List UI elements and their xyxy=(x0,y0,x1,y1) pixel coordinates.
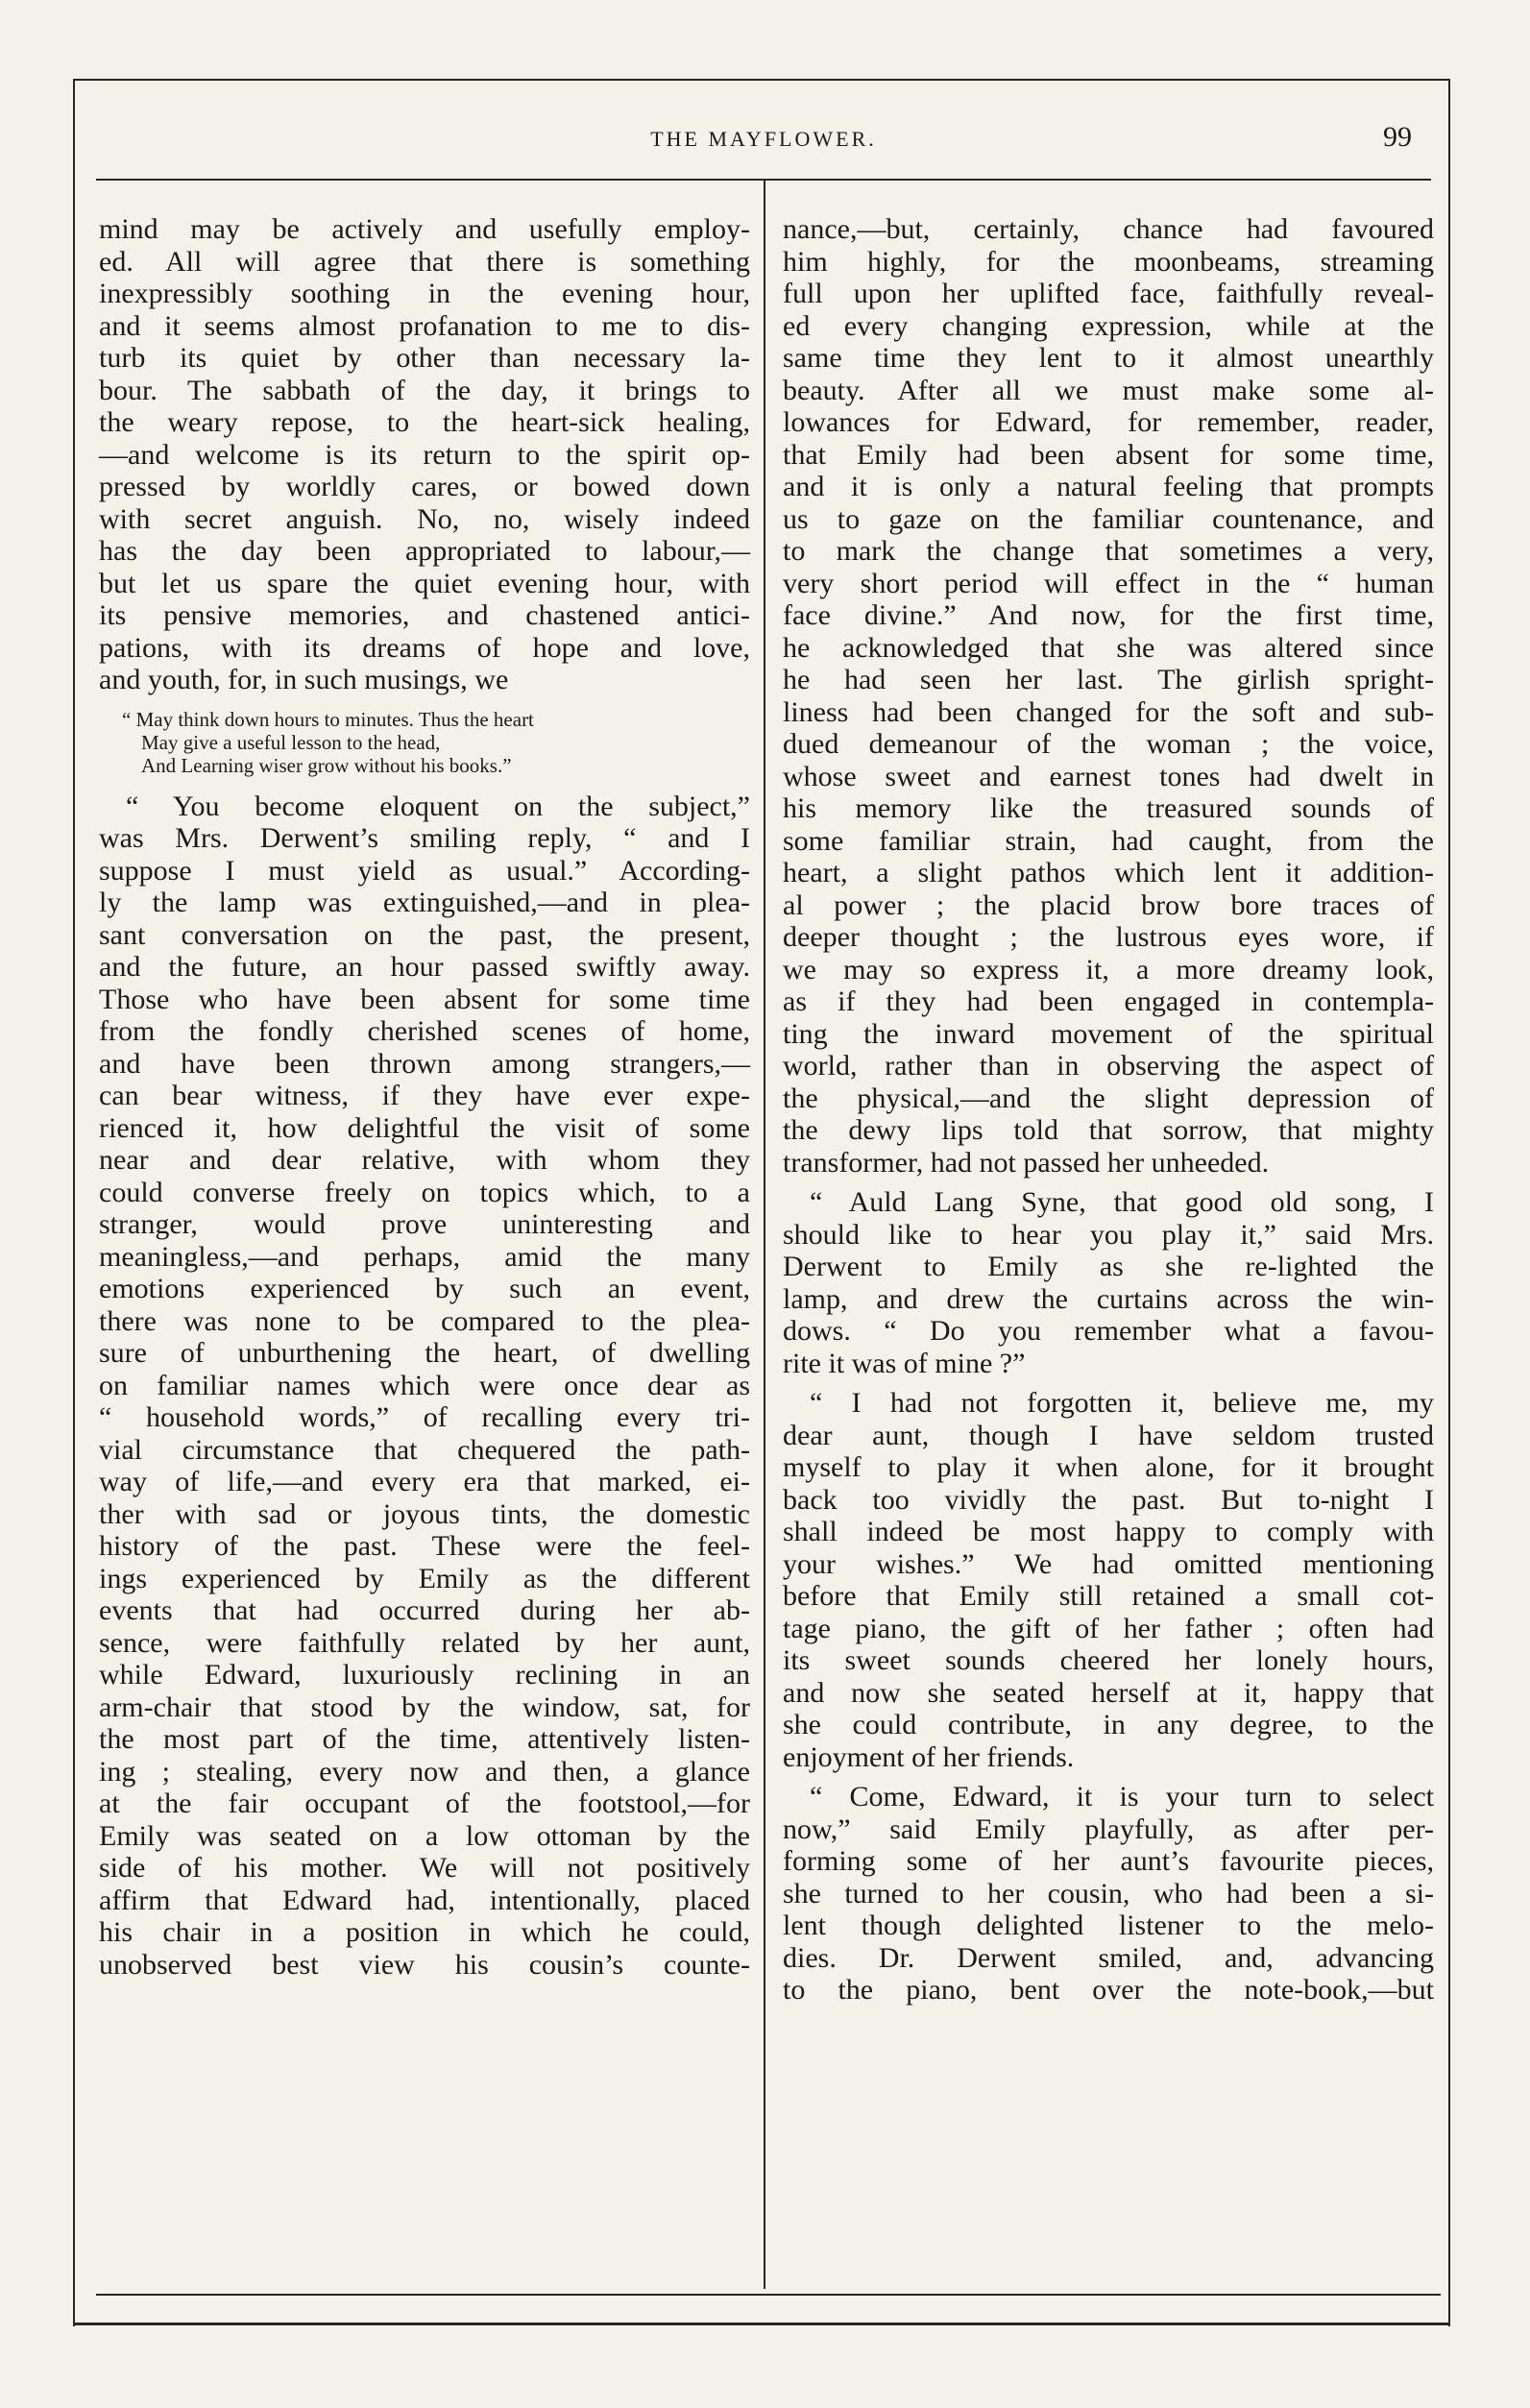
text-line: some familiar strain, had caught, from the xyxy=(783,824,1434,857)
text-line: lowances for Edward, for remember, reader, xyxy=(783,406,1434,438)
text-line: and it is only a natural feeling that prompts xyxy=(783,471,1434,502)
text-line: “ Come, Edward, it is your turn to select xyxy=(810,1781,1434,1812)
paragraph-gap xyxy=(783,1179,1434,1186)
paragraph xyxy=(99,791,750,1982)
running-head: THE MAYFLOWER. xyxy=(650,127,877,151)
paragraph xyxy=(783,1781,1434,2007)
text-line: the weary repose, to the heart-sick healing, xyxy=(99,406,750,438)
text-line: rienced it, how delightful the visit of some xyxy=(99,1111,750,1144)
text-line: forming some of her aunt’s favourite pieces, xyxy=(783,1845,1434,1877)
text-line: suppose I must yield as usual.” According- xyxy=(99,854,750,887)
text-line: way of life,—and every era that marked, ei- xyxy=(99,1466,750,1497)
text-line: she turned to her cousin, who had been a si- xyxy=(783,1877,1434,1909)
text-line: at the fair occupant of the footstool,—for xyxy=(99,1788,750,1819)
text-line: rite it was of mine ?” xyxy=(783,1347,1026,1379)
text-line: world, rather than in observing the aspect of xyxy=(783,1050,1434,1082)
text-line: Emily was seated on a low ottoman by the xyxy=(99,1819,750,1852)
text-line: Those who have been absent for some time xyxy=(99,983,750,1015)
text-line: dued demeanour of the woman ; the voice, xyxy=(783,728,1434,760)
text-line: ther with sad or joyous tints, the domestic xyxy=(99,1497,750,1530)
text-line: now,” said Emily playfully, as after per- xyxy=(783,1812,1434,1845)
text-line: should like to hear you play it,” said Mrs. xyxy=(783,1218,1434,1251)
text-line: we may so express it, a more dreamy look, xyxy=(783,953,1434,985)
paragraph-gap xyxy=(783,1379,1434,1387)
page-number: 99 xyxy=(1383,121,1412,153)
text-line: ing ; stealing, every now and then, a glance xyxy=(99,1755,750,1788)
verse-line: “ May think down hours to minutes. Thus the heart xyxy=(122,707,534,731)
text-line: arm-chair that stood by the window, sat, for xyxy=(99,1690,750,1723)
verse-quotation xyxy=(122,708,750,777)
text-line: the dewy lips told that sorrow, that mighty xyxy=(783,1114,1434,1146)
text-line: before that Emily still retained a small cot- xyxy=(783,1580,1434,1612)
text-line: emotions experienced by such an event, xyxy=(99,1273,750,1304)
text-line: he had seen her last. The girlish spright- xyxy=(783,664,1434,695)
paragraph xyxy=(783,213,1434,1179)
text-line: ed. All will agree that there is something xyxy=(99,245,750,278)
text-line: to the piano, bent over the note-book,—but xyxy=(783,1974,1434,2006)
text-line: to mark the change that sometimes a very, xyxy=(783,535,1434,567)
text-line: nance,—but, certainly, chance had favoured xyxy=(783,213,1434,245)
text-line: from the fondly cherished scenes of home, xyxy=(99,1015,750,1047)
text-line: vial circumstance that chequered the path- xyxy=(99,1433,750,1466)
text-line: she could contribute, in any degree, to the xyxy=(783,1709,1434,1740)
text-line: pressed by worldly cares, or bowed down xyxy=(99,471,750,502)
text-line: events that had occurred during her ab- xyxy=(99,1594,750,1626)
text-line: side of his mother. We will not positively xyxy=(99,1852,750,1884)
text-line: beauty. After all we must make some al- xyxy=(783,374,1434,406)
text-line: sence, were faithfully related by her aunt, xyxy=(99,1626,750,1659)
text-line: deeper thought ; the lustrous eyes wore, if xyxy=(783,921,1434,953)
text-line: full upon her uplifted face, faithfully reveal- xyxy=(783,278,1434,309)
paragraph-gap xyxy=(783,1773,1434,1781)
text-line: near and dear relative, with whom they xyxy=(99,1144,750,1176)
paragraph xyxy=(783,1387,1434,1773)
text-line: him highly, for the moonbeams, streaming xyxy=(783,245,1434,278)
text-line: —and welcome is its return to the spirit op- xyxy=(99,438,750,471)
text-line: was Mrs. Derwent’s smiling reply, “ and I xyxy=(99,822,750,854)
text-line: back too vividly the past. But to-night I xyxy=(783,1483,1434,1516)
text-line: “ You become eloquent on the subject,” xyxy=(126,790,750,822)
text-line: shall indeed be most happy to comply with xyxy=(783,1516,1434,1547)
text-line: heart, a slight pathos which lent it addition- xyxy=(783,857,1434,888)
text-line: and now she seated herself at it, happy that xyxy=(783,1676,1434,1709)
text-line: turb its quiet by other than necessary la- xyxy=(99,342,750,374)
text-line: pations, with its dreams of hope and love, xyxy=(99,631,750,664)
left-column xyxy=(99,213,750,1981)
text-line: stranger, would prove uninteresting and xyxy=(99,1208,750,1240)
verse-line: May give a useful lesson to the head, xyxy=(141,730,441,754)
text-line: ed every changing expression, while at the xyxy=(783,309,1434,342)
text-line: myself to play it when alone, for it brought xyxy=(783,1451,1434,1483)
bottom-rule xyxy=(96,2294,1441,2296)
text-line: “ Auld Lang Syne, that good old song, I xyxy=(810,1186,1434,1218)
text-line: and it seems almost profanation to me to dis- xyxy=(99,309,750,342)
page-border-bottom xyxy=(73,2323,1450,2325)
text-line: tage piano, the gift of her father ; often had xyxy=(783,1612,1434,1644)
text-line: enjoyment of her friends. xyxy=(783,1740,1075,1773)
text-line: can bear witness, if they have ever expe- xyxy=(99,1080,750,1111)
verse-line: And Learning wiser grow without his books.” xyxy=(141,753,512,777)
text-line: history of the past. These were the feel- xyxy=(99,1530,750,1562)
text-line: face divine.” And now, for the first time, xyxy=(783,599,1434,631)
text-line: inexpressibly soothing in the evening hour, xyxy=(99,278,750,309)
text-line: ly the lamp was extinguished,—and in plea- xyxy=(99,887,750,918)
paragraph xyxy=(99,213,750,696)
text-line: ings experienced by Emily as the different xyxy=(99,1562,750,1594)
text-line: on familiar names which were once dear as xyxy=(99,1369,750,1401)
text-line: whose sweet and earnest tones had dwelt in xyxy=(783,760,1434,792)
text-line: liness had been changed for the soft and sub- xyxy=(783,695,1434,728)
text-line: al power ; the placid brow bore traces of xyxy=(783,888,1434,921)
text-line: and youth, for, in such musings, we xyxy=(99,664,509,695)
text-line: his memory like the treasured sounds of xyxy=(783,792,1434,824)
text-line: could converse freely on topics which, to a xyxy=(99,1176,750,1208)
text-line: sure of unburthening the heart, of dwelling xyxy=(99,1337,750,1369)
column-divider xyxy=(764,181,765,2289)
text-line: dows. “ Do you remember what a favou- xyxy=(783,1315,1434,1347)
page-header xyxy=(96,121,1431,159)
page-border-right xyxy=(1448,79,1450,2326)
text-line: that Emily had been absent for some time, xyxy=(783,438,1434,471)
text-line: “ household words,” of recalling every tri- xyxy=(99,1401,750,1433)
text-line: affirm that Edward had, intentionally, placed xyxy=(99,1884,750,1916)
text-line: very short period will effect in the “ human xyxy=(783,567,1434,599)
text-line: its pensive memories, and chastened antici- xyxy=(99,599,750,631)
text-line: there was none to be compared to the plea- xyxy=(99,1304,750,1337)
text-line: your wishes.” We had omitted mentioning xyxy=(783,1547,1434,1580)
text-line: dear aunt, though I have seldom trusted xyxy=(783,1419,1434,1451)
text-line: dies. Dr. Derwent smiled, and, advancing xyxy=(783,1941,1434,1974)
text-line: unobserved best view his cousin’s counte- xyxy=(99,1948,750,1981)
text-line: lent though delighted listener to the melo- xyxy=(783,1909,1434,1941)
text-line: has the day been appropriated to labour,— xyxy=(99,535,750,567)
text-line: lamp, and drew the curtains across the win- xyxy=(783,1282,1434,1315)
paragraph xyxy=(783,1186,1434,1379)
text-line: his chair in a position in which he could, xyxy=(99,1916,750,1948)
text-line: as if they had been engaged in contempla- xyxy=(783,985,1434,1017)
text-line: sant conversation on the past, the present, xyxy=(99,918,750,951)
text-line: and have been thrown among strangers,— xyxy=(99,1047,750,1080)
text-line: while Edward, luxuriously reclining in an xyxy=(99,1659,750,1690)
text-line: mind may be actively and usefully employ- xyxy=(99,213,750,245)
page-border-left xyxy=(73,79,75,2326)
text-line: Derwent to Emily as she re-lighted the xyxy=(783,1251,1434,1282)
text-line: same time they lent to it almost unearthly xyxy=(783,342,1434,374)
page-border-top xyxy=(73,79,1450,81)
text-line: its sweet sounds cheered her lonely hours, xyxy=(783,1644,1434,1676)
text-line: us to gaze on the familiar countenance, and xyxy=(783,502,1434,535)
text-line: but let us spare the quiet evening hour, with xyxy=(99,567,750,599)
text-line: transformer, had not passed her unheeded. xyxy=(783,1146,1270,1179)
text-line: bour. The sabbath of the day, it brings to xyxy=(99,374,750,406)
right-column xyxy=(783,213,1434,2007)
text-line: meaningless,—and perhaps, amid the many xyxy=(99,1240,750,1273)
text-line: the most part of the time, attentively listen- xyxy=(99,1723,750,1755)
text-line: “ I had not forgotten it, believe me, my xyxy=(810,1387,1434,1419)
text-line: with secret anguish. No, no, wisely indeed xyxy=(99,502,750,535)
text-line: he acknowledged that she was altered since xyxy=(783,631,1434,664)
text-line: the physical,—and the slight depression of xyxy=(783,1082,1434,1114)
text-line: and the future, an hour passed swiftly away. xyxy=(99,951,750,983)
text-line: ting the inward movement of the spiritual xyxy=(783,1017,1434,1050)
